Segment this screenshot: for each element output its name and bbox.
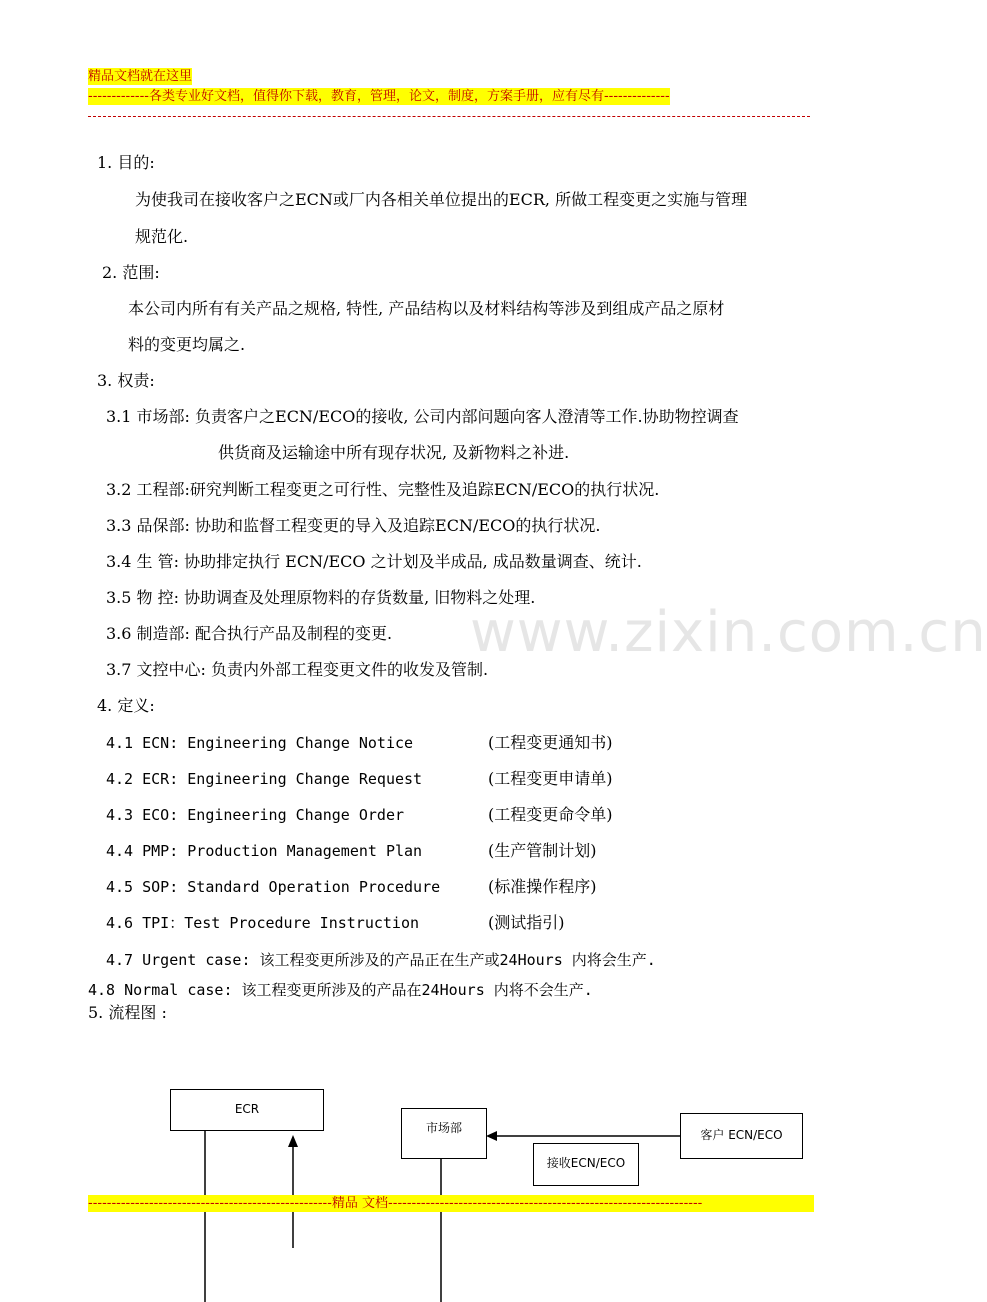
responsibility-3-3: 3.3 品保部: 协助和监督工程变更的导入及追踪ECN/ECO的执行状况.: [106, 516, 601, 535]
market-dept-box: [401, 1108, 487, 1159]
ecr-box-label: ECR: [234, 1102, 260, 1116]
section-1-body-line2: 规范化.: [135, 227, 189, 246]
definition-4-4-term: 4.4 PMP: Production Management Plan: [106, 842, 423, 860]
definition-4-5-term: 4.5 SOP: Standard Operation Procedure: [106, 878, 441, 896]
section-3-title: 3. 权责:: [97, 371, 155, 390]
responsibility-3-5: 3.5 物 控: 协助调查及处理原物料的存货数量, 旧物料之处理.: [106, 588, 536, 607]
definition-4-2-term: 4.2 ECR: Engineering Change Request: [106, 770, 423, 788]
customer-to-market-arrowhead: [486, 1131, 497, 1141]
responsibility-3-7: 3.7 文控中心: 负责内外部工程变更文件的收发及管制.: [106, 660, 489, 679]
section-2-body-line1: 本公司内所有有关产品之规格, 特性, 产品结构以及材料结构等涉及到组成产品之原材: [128, 299, 725, 318]
definition-4-8: 4.8 Normal case: 该工程变更所涉及的产品在24Hours 内将不会生产.: [88, 981, 593, 999]
responsibility-3-1: 3.1 市场部: 负责客户之ECN/ECO的接收, 公司内部问题向客人澄清等工作.协助物控调查: [106, 407, 739, 426]
receive-ecn-eco-label: 接收ECN/ECO: [546, 1156, 626, 1170]
definition-4-4-cn: (生产管制计划): [488, 841, 597, 860]
customer-ecn-eco-label: 客户 ECN/ECO: [700, 1128, 783, 1142]
definition-4-2-cn: (工程变更申请单): [488, 769, 613, 788]
header-subtitle: -------------各类专业好文档，值得你下载，教育，管理，论文，制度，方案手册，应有尽有--------------: [88, 89, 670, 104]
header-title: 精品文档就在这里: [88, 69, 193, 84]
section-1-title: 1. 目的:: [97, 153, 155, 172]
ecr-box: [170, 1089, 324, 1131]
footer-banner: ----------------------------------------------------精品 文档-------------------------------------------------------------------: [88, 1195, 814, 1212]
responsibility-3-6: 3.6 制造部: 配合执行产品及制程的变更.: [106, 624, 393, 643]
section-2-body-line2: 料的变更均属之.: [128, 335, 246, 354]
definition-4-6-cn: (测试指引): [488, 913, 565, 932]
definition-4-7: 4.7 Urgent case: 该工程变更所涉及的产品正在生产或24Hours 内将会生产.: [106, 951, 656, 969]
responsibility-3-2: 3.2 工程部:研究判断工程变更之可行性、完整性及追踪ECN/ECO的执行状况.: [106, 480, 660, 499]
section-2-title: 2. 范围:: [102, 263, 160, 282]
section-5-title: 5. 流程图 :: [88, 1003, 167, 1022]
customer-ecn-eco-box: [680, 1113, 803, 1159]
definition-4-6-term: 4.6 TPI：Test Procedure Instruction: [106, 914, 420, 932]
definition-4-3-term: 4.3 ECO: Engineering Change Order: [106, 806, 405, 824]
definition-4-1-cn: (工程变更通知书): [488, 733, 613, 752]
definition-4-3-cn: (工程变更命令单): [488, 805, 613, 824]
responsibility-3-1-cont: 供货商及运输途中所有现存状况, 及新物料之补进.: [218, 443, 570, 462]
market-dept-box-label: 市场部: [425, 1121, 462, 1135]
section-4-title: 4. 定义:: [97, 696, 155, 715]
section-1-body-line1: 为使我司在接收客户之ECN或厂内各相关单位提出的ECR, 所做工程变更之实施与管理: [135, 190, 748, 209]
receive-ecn-eco-box: [533, 1143, 639, 1186]
watermark: www.zixin.com.cn: [470, 600, 987, 665]
ecr-up-arrowhead: [288, 1135, 298, 1147]
responsibility-3-4: 3.4 生 管: 协助排定执行 ECN/ECO 之计划及半成品, 成品数量调查、统计.: [106, 552, 642, 571]
definition-4-5-cn: (标准操作程序): [488, 877, 597, 896]
definition-4-1-term: 4.1 ECN: Engineering Change Notice: [106, 734, 414, 752]
